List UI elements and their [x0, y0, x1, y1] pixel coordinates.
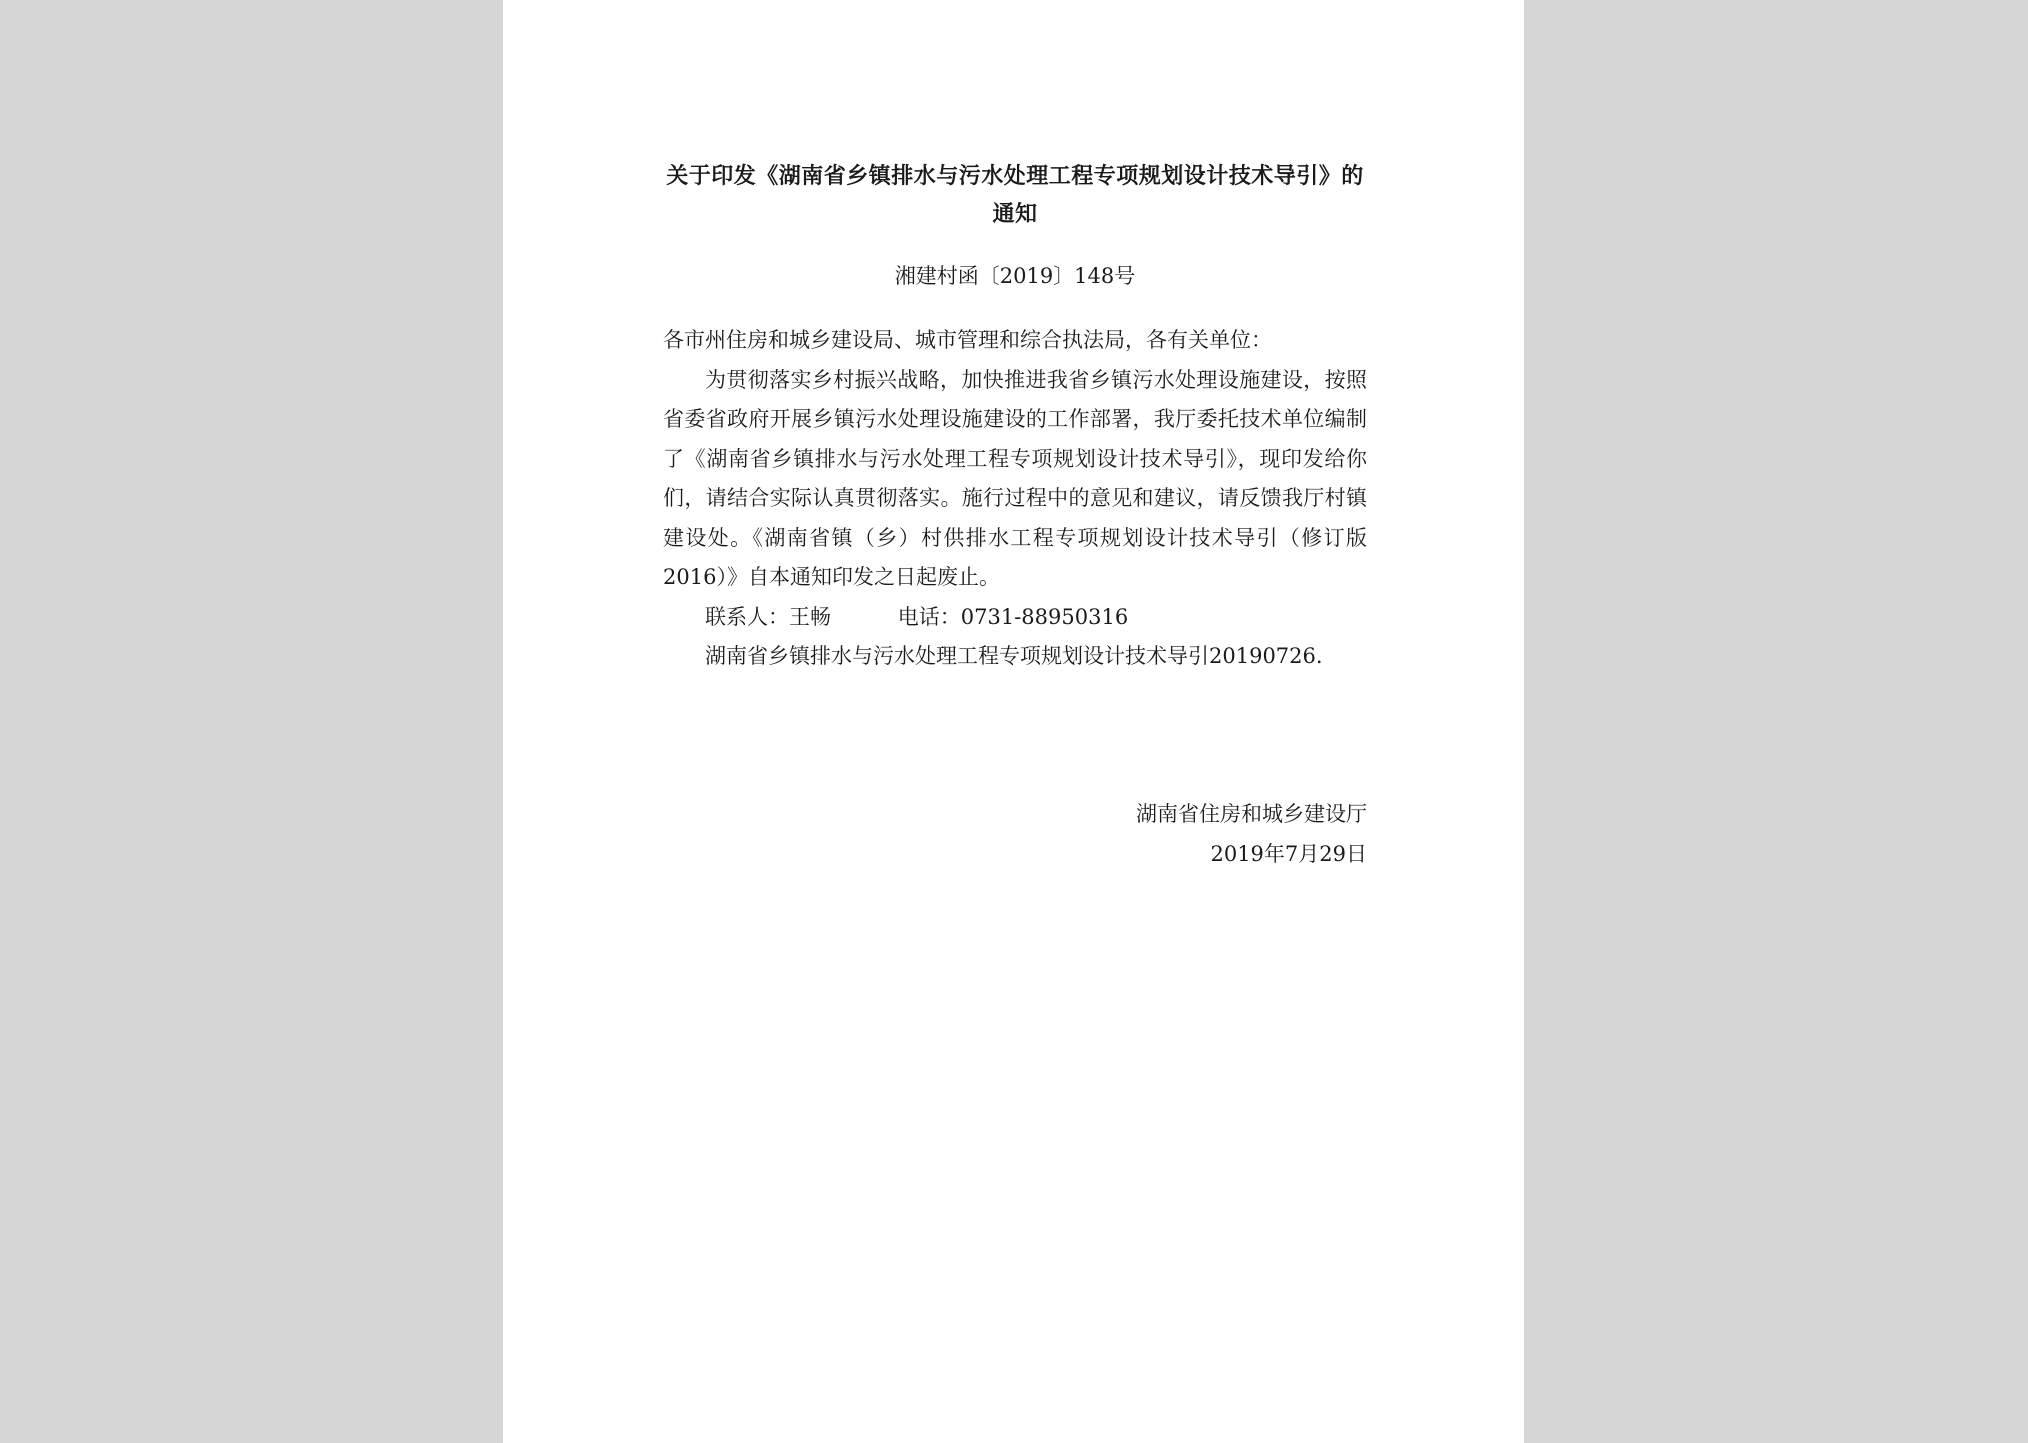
issuer-name: 湖南省住房和城乡建设厅	[1136, 802, 1367, 826]
contact-phone: 电话：0731-88950316	[897, 604, 1129, 629]
document-number: 湘建村函〔2019〕148号	[894, 264, 1136, 288]
contact-line	[663, 598, 1367, 638]
contact-person: 联系人：王畅	[705, 604, 831, 629]
document-body	[663, 321, 1367, 677]
attachment-line: 湖南省乡镇排水与污水处理工程专项规划设计技术导引20190726.	[705, 644, 1323, 668]
salutation: 各市州住房和城乡建设局、城市管理和综合执法局，各有关单位：	[663, 328, 1272, 352]
main-paragraph: 为贯彻落实乡村振兴战略，加快推进我省乡镇污水处理设施建设，按照省委省政府开展乡镇污水处理设施建设的工作部署，我厅委托技术单位编制了《湖南省乡镇排水与污水处理工程专项规划设计技术导引》，现印发给你们，请结合实际认真贯彻落实。施行过程中的意见和建议，请反馈我厅村镇建设处。《湖南省镇（乡）村供排水工程专项规划设计技术导引（修订版 2016）》自本通知印发之日起废止。	[663, 367, 1367, 589]
document-title: 关于印发《湖南省乡镇排水与污水处理工程专项规划设计技术导引》的通知	[666, 164, 1364, 227]
issue-date: 2019年7月29日	[1210, 841, 1367, 866]
document-page	[503, 0, 1524, 1443]
signature-block	[663, 795, 1367, 874]
